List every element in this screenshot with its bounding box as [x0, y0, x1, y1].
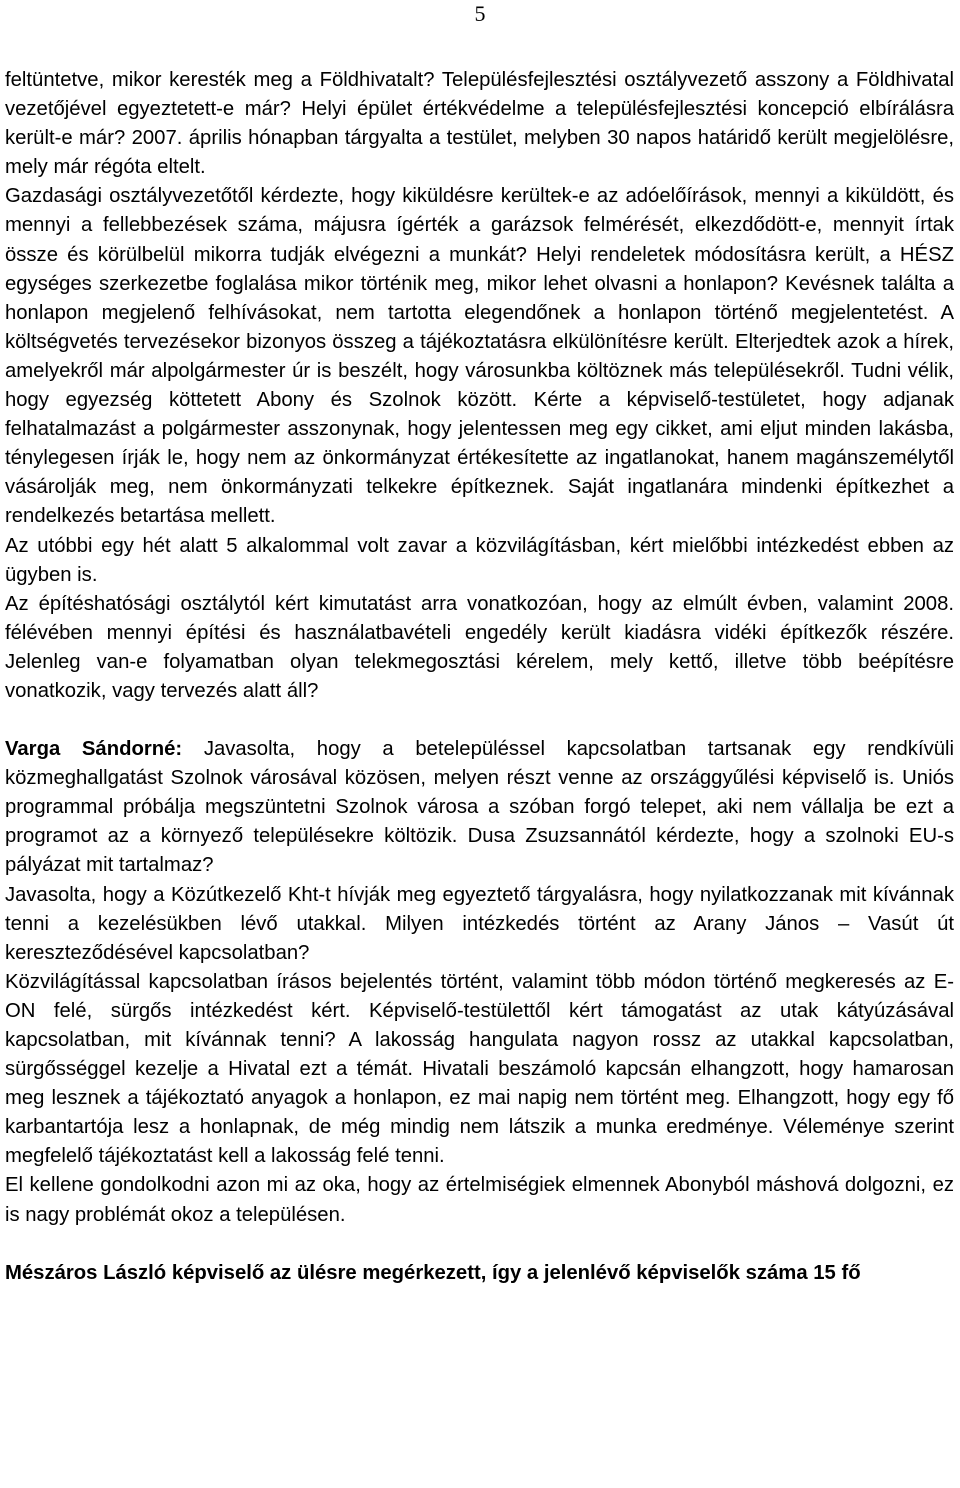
page-number: 5 [474, 1, 486, 26]
paragraph: feltüntetve, mikor keresték meg a Földhivatalt? Településfejlesztési osztályvezető asszony a Földhivatal vezetőjével egyeztetett-e már? Helyi épület értékvédelme a településfejlesztési koncepció elbírálásra került-e már? 2007. április hónapban tárgyalta a testület, melyben 30 napos határidő került megjelölésre, mely már régóta eltelt. [5, 69, 954, 179]
speaker-text: Javasolta, hogy a betelepüléssel kapcsolatban tartsanak egy rendkívüli közmeghallgatást Szolnok városával közösen, melyen részt venne az országgyűlési képviselő is. Uniós programmal próbálja megszüntetni Szolnok városa a szóban forgó telepet, aki nem vállalja be ezt a programot az a környező településekre költözik. Dusa Zsuzsannától kérdezte, hogy a szolnoki EU-s pályázat mit tartalmaz? [5, 738, 955, 877]
paragraph: Az építéshatósági osztálytól kért kimutatást arra vonatkozóan, hogy az elmúlt évben, valamint 2008. félévében mennyi építési és használatbavételi engedély került kiadásra vidéki építkezők részére. Jelenleg van-e folyamatban olyan telekmegosztási kérelem, mely kettő, illetve több beépítésre vonatkozik, vagy tervezés alatt áll? [5, 592, 954, 702]
paragraph: Az utóbbi egy hét alatt 5 alkalommal volt zavar a közvilágításban, kért mielőbbi intézkedést ebben az ügyben is. [5, 534, 954, 586]
speaker-paragraph [5, 735, 954, 880]
paragraph: Közvilágítással kapcsolatban írásos bejelentés történt, valamint több módon történő megkeresés az E-ON felé, sürgős intézkedést kért. Képviselő-testülettől kért támogatást az utak kátyúzásával kapcsolatban, mit kívánnak tenni? A lakosság hangulata nagyon rossz az utakkal kapcsolatban, sürgősséggel kezelje a Hivatal ezt a témát. Hivatali beszámoló kapcsán elhangzott, hogy hamarosan meg lesznek a tájékoztató anyagok a honlapon, ez mai napig nem történt meg. Elhangzott, hogy egy fő karbantartója lesz a honlapnak, de még mindig nem látszik a munka eredménye. Véleménye szerint megfelelő tájékoztatást kell a lakosság felé tenni. [5, 970, 954, 1168]
paragraph: Gazdasági osztályvezetőtől kérdezte, hogy kiküldésre kerültek-e az adóelőírások, mennyi a kiküldött, és mennyi a fellebbezések száma, májusra ígérték a garázsok felmérését, elkezdődött-e, mennyit írtak össze és körülbelül mikorra tudják elvégezni a munkát? Helyi rendeletek módosításra került, a HÉSZ egységes szerkezetbe foglalása mikor történik meg, mikor lehet olvasni a honlapon? Kevésnek találta a honlapon megjelenő felhívásokat, nem tartotta elegendőnek a honlapon történő megjelentetést. A költségvetés tervezésekor bizonyos összeg a tájékoztatásra elkülönítésre került. Elterjedtek azok a hírek, amelyekről már alpolgármester úr is beszélt, hogy városunkba költöznek más településekről. Tudni vélik, hogy egyezség köttetett Abony és Szolnok között. Kérte a képviselő-testületet, hogy adjanak felhatalmazást a polgármester asszonynak, hogy jelentessen meg egy cikket, ami eljut minden lakásba, ténylegesen írják le, hogy nem az önkormányzat értékesítette az ingatlanokat, hanem magánszemélytől vásárolják meg, nem önkormányzati telkekre építkeznek. Saját ingatlanára mindenki építkezhet a rendelkezés betartása mellett. [5, 185, 954, 528]
document-body [5, 66, 954, 1288]
speaker-name: Varga Sándorné: [5, 738, 183, 761]
paragraph: El kellene gondolkodni azon mi az oka, hogy az értelmiségiek elmennek Abonyból máshová dolgozni, ez is nagy problémát okoz a településen. [5, 1174, 954, 1226]
paragraph: Javasolta, hogy a Közútkezelő Kht-t hívják meg egyeztető tárgyalásra, hogy nyilatkozzanak mit kívánnak tenni a kezelésükben lévő utakkal. Milyen intézkedés történt az Arany János – Vasút út kereszteződésével kapcsolatban? [5, 883, 954, 964]
attendance-statement: Mészáros László képviselő az ülésre megérkezett, így a jelenlévő képviselők száma 15 fő [5, 1261, 861, 1284]
